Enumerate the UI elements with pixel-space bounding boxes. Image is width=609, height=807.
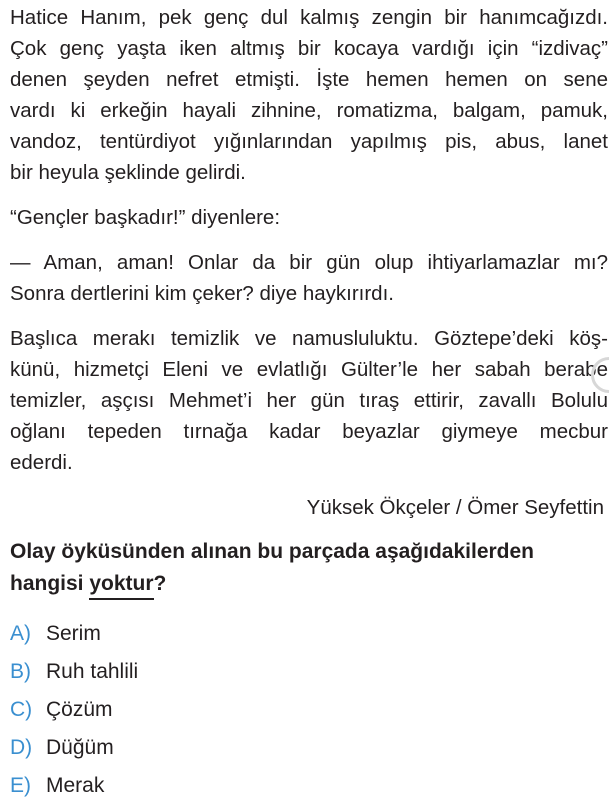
option-text: Serim: [46, 622, 101, 645]
question-prefix: hangisi: [10, 572, 90, 595]
passage-line: Çok genç yaşta iken altmış bir kocaya vardığı için “izdivaç”: [10, 37, 608, 60]
passage-line: temizler, aşçısı Mehmet’i her gün tıraş ettirir, zavallı Bolulu: [10, 389, 608, 412]
option-letter: A): [10, 622, 31, 645]
option-e[interactable]: [10, 769, 310, 807]
passage-line: “Gençler başkadır!” diyenlere:: [10, 206, 281, 229]
passage-line: Başlıca merakı temizlik ve namusluluktu. Göztepe’deki köş-: [10, 327, 608, 350]
option-letter: C): [10, 698, 33, 721]
passage-line: Sonra dertlerini kim çeker? diye haykırırdı.: [10, 282, 394, 305]
question-stem: [10, 536, 608, 600]
option-letter: D): [10, 736, 33, 759]
option-text: Düğüm: [46, 736, 114, 759]
passage-line: denen şeyden nefret etmişti. İşte hemen hemen on sene: [10, 68, 608, 91]
passage-paragraph-3: [10, 247, 608, 309]
passage-source: Yüksek Ökçeler / Ömer Seyfettin: [306, 496, 604, 519]
option-text: Ruh tahlili: [46, 660, 139, 683]
passage-line: vandoz, tentürdiyot yığınlarından yapılmış pis, abus, lanet: [10, 130, 608, 153]
passage-line: künü, hizmetçi Eleni ve evlatlığı Gülter’le her sabah berabe: [10, 358, 608, 381]
question-line-2: [10, 568, 608, 600]
question-suffix: ?: [153, 572, 167, 595]
option-c[interactable]: [10, 693, 310, 731]
passage-line: — Aman, aman! Onlar da bir gün olup ihtiyarlamazlar mı?: [10, 251, 608, 274]
passage-line: vardı ki erkeğin hayali zihnine, romatizma, balgam, pamuk,: [10, 99, 608, 122]
option-b[interactable]: [10, 655, 310, 693]
passage-line: Hatice Hanım, pek genç dul kalmış zengin bir hanımcağızdı.: [10, 6, 608, 29]
passage-line: ederdi.: [10, 451, 73, 474]
option-letter: E): [10, 774, 31, 797]
passage-line: oğlanı tepeden tırnağa kadar beyazlar giymeye mecbur: [10, 420, 608, 443]
option-a[interactable]: [10, 617, 310, 655]
passage-paragraph-4: [10, 323, 608, 478]
question-keyword-underlined: yoktur: [89, 568, 153, 600]
option-letter: B): [10, 660, 31, 683]
passage-line: bir heyula şeklinde gelirdi.: [10, 161, 246, 184]
option-d[interactable]: [10, 731, 310, 769]
answer-options: [10, 617, 310, 807]
option-text: Çözüm: [46, 698, 113, 721]
passage-paragraph-1: [10, 2, 608, 188]
passage-paragraph-2: [10, 202, 608, 233]
option-text: Merak: [46, 774, 105, 797]
reading-passage: [10, 2, 608, 523]
question-line-1: Olay öyküsünden alınan bu parçada aşağıdakilerden: [10, 540, 535, 563]
